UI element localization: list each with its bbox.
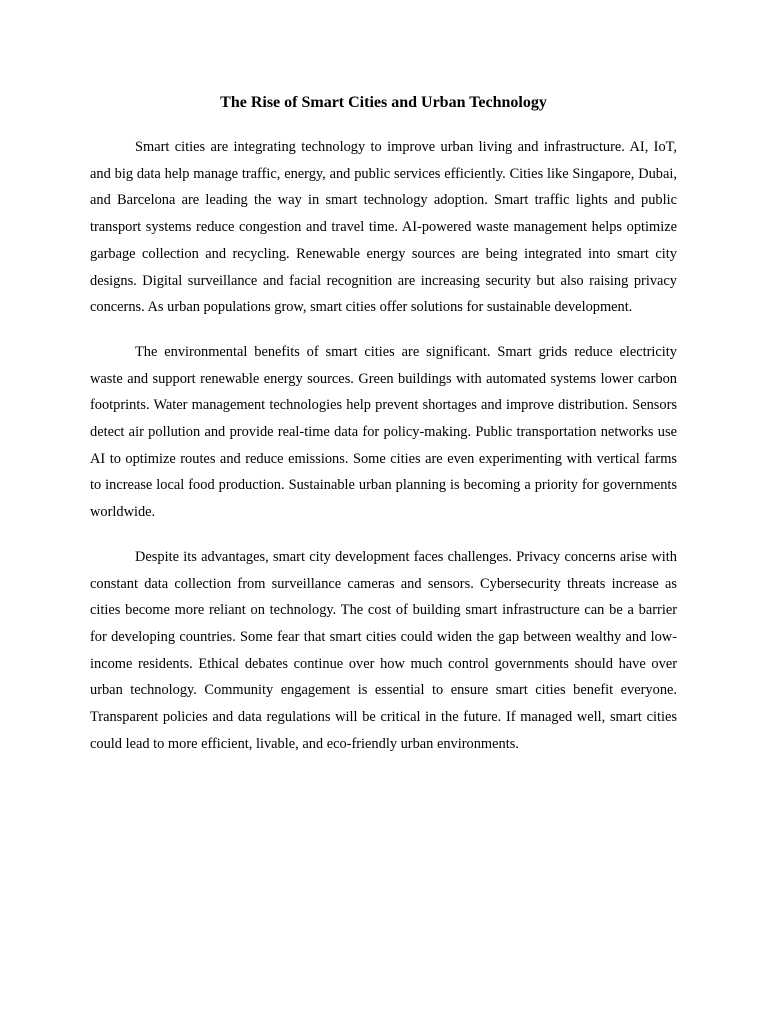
paragraph-intro: Smart cities are integrating technology to improve urban living and infrastructure. AI, IoT, and big data help manage traffic, energy, and public services efficiently. Cities like Singapore, Dubai, and Barcelona are leading the way in smart technology adoption. Smart traffic lights and public transport systems reduce congestion and travel time. AI-powered waste management helps optimize garbage collection and recycling. Renewable energy sources are being integrated into smart city designs. Digital surveillance and facial recognition are increasing security but also raising privacy concerns. As urban populations grow, smart cities offer solutions for sustainable development. [90,139,677,316]
document-body [90,90,677,775]
paragraph-challenges: Despite its advantages, smart city development faces challenges. Privacy concerns arise with constant data collection from surveillance cameras and sensors. Cybersecurity threats increase as cities become more reliant on technology. The cost of building smart infrastructure can be a barrier for developing countries. Some fear that smart cities could widen the gap between wealthy and low-income residents. Ethical debates continue over how much control governments should have over urban technology. Community engagement is essential to ensure smart cities benefit everyone. Transparent policies and data regulations will be critical in the future. If managed well, smart cities could lead to more efficient, livable, and eco-friendly urban environments. [90,548,677,752]
document-title: The Rise of Smart Cities and Urban Technology [220,94,547,111]
paragraph-environmental-benefits: The environmental benefits of smart cities are significant. Smart grids reduce electricity waste and support renewable energy sources. Green buildings with automated systems lower carbon footprints. Water management technologies help prevent shortages and improve distribution. Sensors detect air pollution and provide real-time data for policy-making. Public transportation networks use AI to optimize routes and reduce emissions. Some cities are even experimenting with vertical farms to increase local food production. Sustainable urban planning is becoming a priority for governments worldwide. [90,343,677,521]
